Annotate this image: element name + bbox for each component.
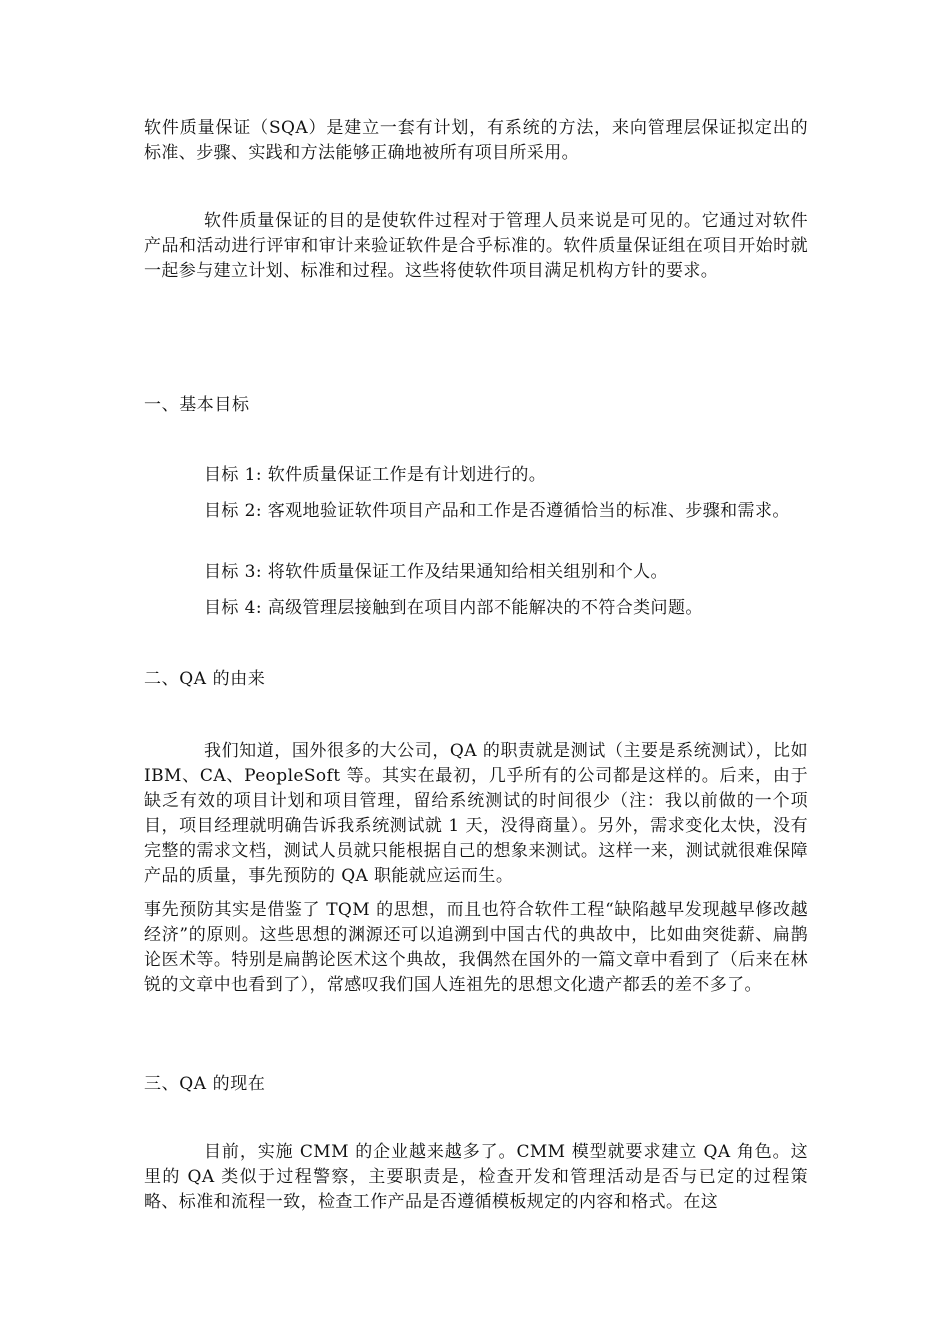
- section-3-heading: 三、QA 的现在: [144, 1074, 266, 1094]
- section-2-paragraph-2: 事先预防其实是借鉴了 TQM 的思想，而且也符合软件工程“缺陷越早发现越早修改越经济”的原则。这些思想的渊源还可以追溯到中国古代的典故中，比如曲突徙薪、扁鹊论医术等。特别是扁鹊论医术这个典故，我偶然在国外的一篇文章中看到了（后来在林锐的文章中也看到了），常感叹我们国人连祖先的思想文化遗产都丢的差不多了。: [144, 900, 808, 995]
- purpose-paragraph: 软件质量保证的目的是使软件过程对于管理人员来说是可见的。它通过对软件产品和活动进行评审和审计来验证软件是合乎标准的。软件质量保证组在项目开始时就一起参与建立计划、标准和过程。这些将使软件项目满足机构方针的要求。: [144, 211, 808, 281]
- section-3-paragraph-1: 目前，实施 CMM 的企业越来越多了。CMM 模型就要求建立 QA 角色。这里的 QA 类似于过程警察，主要职责是，检查开发和管理活动是否与已定的过程策略、标准和流程一致，检查工作产品是否遵循模板规定的内容和格式。在这: [144, 1142, 808, 1212]
- section-2-heading: 二、QA 的由来: [144, 669, 266, 689]
- goal-1: 目标 1: 软件质量保证工作是有计划进行的。: [204, 465, 547, 485]
- goal-4: 目标 4: 高级管理层接触到在项目内部不能解决的不符合类问题。: [204, 598, 703, 618]
- goal-3: 目标 3: 将软件质量保证工作及结果通知给相关组别和个人。: [204, 562, 668, 582]
- intro-paragraph: 软件质量保证（SQA）是建立一套有计划，有系统的方法，来向管理层保证拟定出的标准、步骤、实践和方法能够正确地被所有项目所采用。: [144, 118, 808, 163]
- section-2-paragraph-1: 我们知道，国外很多的大公司，QA 的职责就是测试（主要是系统测试），比如 IBM、CA、PeopleSoft 等。其实在最初，几乎所有的公司都是这样的。后来，由于缺乏有效的项目计划和项目管理，留给系统测试的时间很少（注：我以前做的一个项目，项目经理就明确告诉我系统测试就 1 天，没得商量）。另外，需求变化太快，没有完整的需求文档，测试人员就只能根据自己的想象来测试。这样一来，测试就很难保障产品的质量，事先预防的 QA 职能就应运而生。: [144, 741, 808, 886]
- section-1-heading: 一、基本目标: [144, 395, 250, 415]
- goal-2: 目标 2: 客观地验证软件项目产品和工作是否遵循恰当的标准、步骤和需求。: [204, 501, 790, 521]
